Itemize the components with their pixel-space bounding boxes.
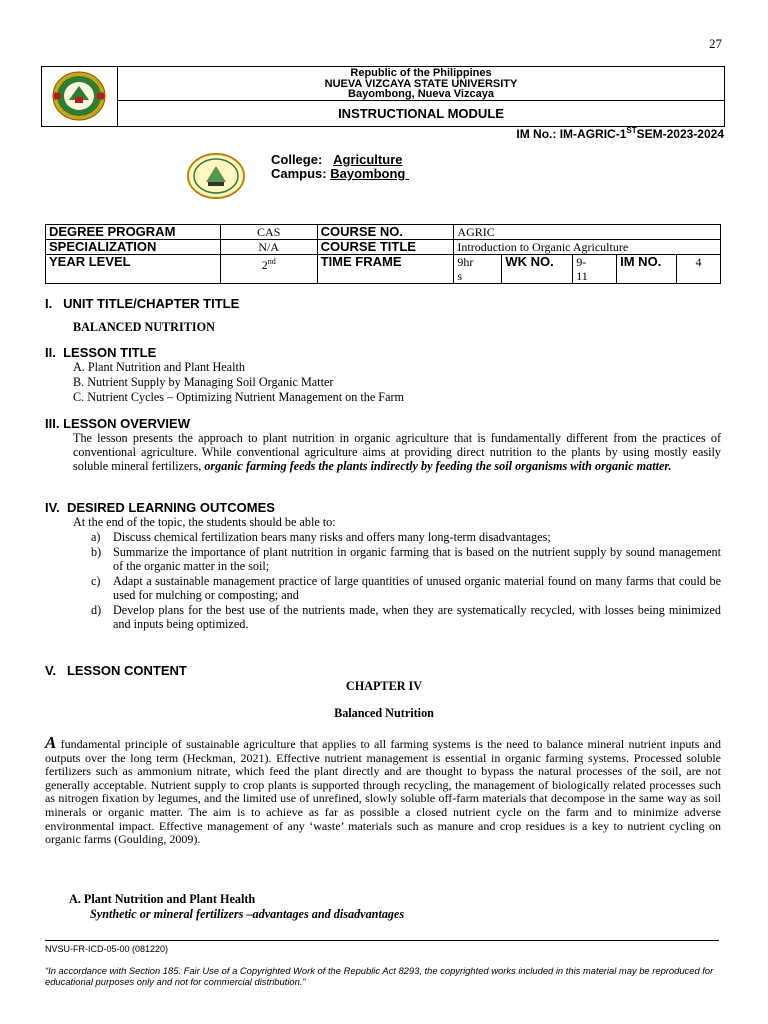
outcomes-list bbox=[91, 530, 721, 631]
college-seal-icon bbox=[186, 152, 246, 200]
university-logo-cell bbox=[42, 67, 118, 126]
specialization-value: N/A bbox=[220, 240, 317, 255]
list-item-text: Summarize the importance of plant nutrition in organic farming that is based on the nutrient supply by sound management of the organic matter in the soil; bbox=[113, 545, 721, 573]
footer-divider bbox=[45, 940, 719, 941]
outcomes-intro: At the end of the topic, the students should be able to: bbox=[73, 515, 336, 529]
im-number bbox=[516, 126, 724, 141]
chapter-title: Balanced Nutrition bbox=[334, 706, 434, 720]
table-row bbox=[46, 240, 721, 255]
lesson-paragraph bbox=[45, 733, 721, 847]
header-box bbox=[41, 66, 725, 127]
college-value: Agriculture bbox=[333, 152, 403, 167]
university-address: Bayombong, Nueva Vizcaya bbox=[348, 88, 494, 100]
unit-title: BALANCED NUTRITION bbox=[73, 320, 215, 334]
campus-value: Bayombong bbox=[330, 166, 406, 181]
list-item-text: Discuss chemical fertilization bears many risks and offers many long-term disadvantages; bbox=[113, 530, 551, 544]
list-item bbox=[91, 603, 721, 631]
republic-line: Republic of the Philippines bbox=[350, 67, 492, 79]
course-info-table bbox=[45, 224, 721, 284]
section-5-heading bbox=[45, 663, 187, 678]
lesson-overview-text bbox=[73, 431, 721, 473]
subsection-a-subtitle: Synthetic or mineral fertilizers –advantages and disadvantages bbox=[90, 907, 405, 921]
college-label: College: bbox=[271, 152, 323, 167]
section-1-heading bbox=[45, 296, 239, 311]
wk-no-line2: 11 bbox=[576, 269, 588, 283]
wk-no-value bbox=[573, 255, 617, 284]
year-level-value bbox=[220, 255, 317, 284]
list-item bbox=[91, 574, 721, 602]
form-code: NVSU-FR-ICD-05-00 (081220) bbox=[45, 944, 169, 954]
overview-emphasis: organic farming feeds the plants indirectly by feeding the soil organisms with organic matter. bbox=[204, 459, 672, 473]
year-level-label: YEAR LEVEL bbox=[46, 255, 221, 284]
college-campus-block bbox=[271, 153, 409, 181]
course-no-value: AGRIC bbox=[454, 225, 721, 240]
section-1-title: UNIT TITLE/CHAPTER TITLE bbox=[63, 296, 240, 311]
im-number-prefix: IM No.: IM-AGRIC-1 bbox=[516, 127, 627, 141]
course-title-value: Introduction to Organic Agriculture bbox=[454, 240, 721, 255]
wk-no-label: WK NO. bbox=[502, 255, 573, 284]
time-frame-line1: 9hr bbox=[457, 255, 474, 269]
overview-body: The lesson presents the approach to plant nutrition in organic agriculture that is fundamentally different from the practices of conventional agriculture. While conventional agriculture aims at providing direct nutrition to the plants by using mostly easily soluble mineral fertilizers, bbox=[73, 431, 721, 473]
section-2-title: LESSON TITLE bbox=[63, 345, 157, 360]
section-2-heading bbox=[45, 345, 156, 360]
section-5-title: LESSON CONTENT bbox=[66, 663, 187, 678]
year-level-number: 2 bbox=[261, 258, 268, 272]
section-2-number: II. bbox=[45, 345, 56, 360]
im-no-label: IM NO. bbox=[617, 255, 677, 284]
copyright-note: “In accordance with Section 185. Fair Use of a Copyrighted Work of the Republic Act 8293, the copyrighted works included in this material may be reproduced for educational purposes only and not for commercial distribution.” bbox=[45, 965, 714, 987]
list-item-text: Develop plans for the best use of the nutrients made, when they are systematically recycled, with losses being minimized and inputs being optimized. bbox=[113, 603, 721, 631]
degree-program-label: DEGREE PROGRAM bbox=[46, 225, 221, 240]
campus-label: Campus: bbox=[271, 166, 327, 181]
list-item bbox=[91, 530, 721, 544]
list-marker: a) bbox=[91, 530, 101, 544]
list-marker: c) bbox=[91, 574, 101, 588]
im-number-sup: ST bbox=[626, 126, 637, 135]
section-4-number: IV. bbox=[45, 500, 60, 515]
list-marker: b) bbox=[91, 545, 102, 559]
page-number: 27 bbox=[709, 36, 722, 51]
drop-cap: A bbox=[45, 733, 57, 752]
time-frame-line2: s bbox=[457, 269, 463, 283]
section-3-title: LESSON OVERVIEW bbox=[63, 416, 190, 431]
course-no-label: COURSE NO. bbox=[317, 225, 454, 240]
table-row bbox=[46, 225, 721, 240]
section-3-heading bbox=[45, 416, 190, 431]
chapter-number: CHAPTER IV bbox=[345, 679, 423, 693]
lesson-title-list bbox=[73, 360, 404, 404]
wk-no-line1: 9- bbox=[576, 255, 587, 269]
paragraph-body: fundamental principle of sustainable agriculture that applies to all farming systems is the need to balance mineral nutrient inputs and outputs over the long term (Heckman, 2021). Effective nutrient management is essential in organic farming systems. Processed soluble fertilizers such as ammonium nitrate, which feed the plant directly and are thought to bypass the natural processes of the soil, are not generally acceptable. Nutrient supply to crop plants is supported through recycling, the management of biologically related processes such as nitrogen fixation by legumes, and the limited use of unrefined, slowly soluble off-farm materials that decompose in the same way as soil minerals or organic matter. The aim is to achieve as far as possible a closed nutrient cycle on the farm and to minimize adverse environmental impact. Effective management of any ‘waste’ materials such as manure and crop residues is a key to nutrient cycling on organic farms (Goulding, 2009). bbox=[45, 737, 721, 847]
section-5-number: V. bbox=[45, 663, 57, 678]
subsection-a-title: A. Plant Nutrition and Plant Health bbox=[69, 892, 256, 906]
list-item bbox=[91, 545, 721, 573]
list-item: A. Plant Nutrition and Plant Health bbox=[73, 360, 245, 374]
list-marker: d) bbox=[91, 603, 102, 617]
specialization-label: SPECIALIZATION bbox=[46, 240, 221, 255]
section-3-number: III. bbox=[45, 416, 60, 431]
im-number-suffix: SEM-2023-2024 bbox=[636, 127, 724, 141]
list-item: C. Nutrient Cycles – Optimizing Nutrient Management on the Farm bbox=[73, 390, 405, 404]
section-4-heading bbox=[45, 500, 275, 515]
list-item: B. Nutrient Supply by Managing Soil Organic Matter bbox=[73, 375, 334, 389]
course-title-label: COURSE TITLE bbox=[317, 240, 454, 255]
university-seal-icon bbox=[51, 70, 107, 122]
year-level-sup: nd bbox=[267, 257, 276, 266]
organization-block bbox=[118, 67, 724, 100]
university-name: NUEVA VIZCAYA STATE UNIVERSITY bbox=[324, 77, 518, 90]
degree-program-value: CAS bbox=[220, 225, 317, 240]
section-4-title: DESIRED LEARNING OUTCOMES bbox=[66, 500, 275, 515]
section-1-number: I. bbox=[45, 296, 53, 311]
module-title: INSTRUCTIONAL MODULE bbox=[118, 100, 724, 127]
im-no-value: 4 bbox=[677, 255, 721, 284]
time-frame-label: TIME FRAME bbox=[317, 255, 454, 284]
list-item-text: Adapt a sustainable management practice of large quantities of unused organic material found on many farms that could be used for mulching or composting; and bbox=[113, 574, 721, 602]
table-row bbox=[46, 255, 721, 284]
time-frame-value bbox=[454, 255, 502, 284]
